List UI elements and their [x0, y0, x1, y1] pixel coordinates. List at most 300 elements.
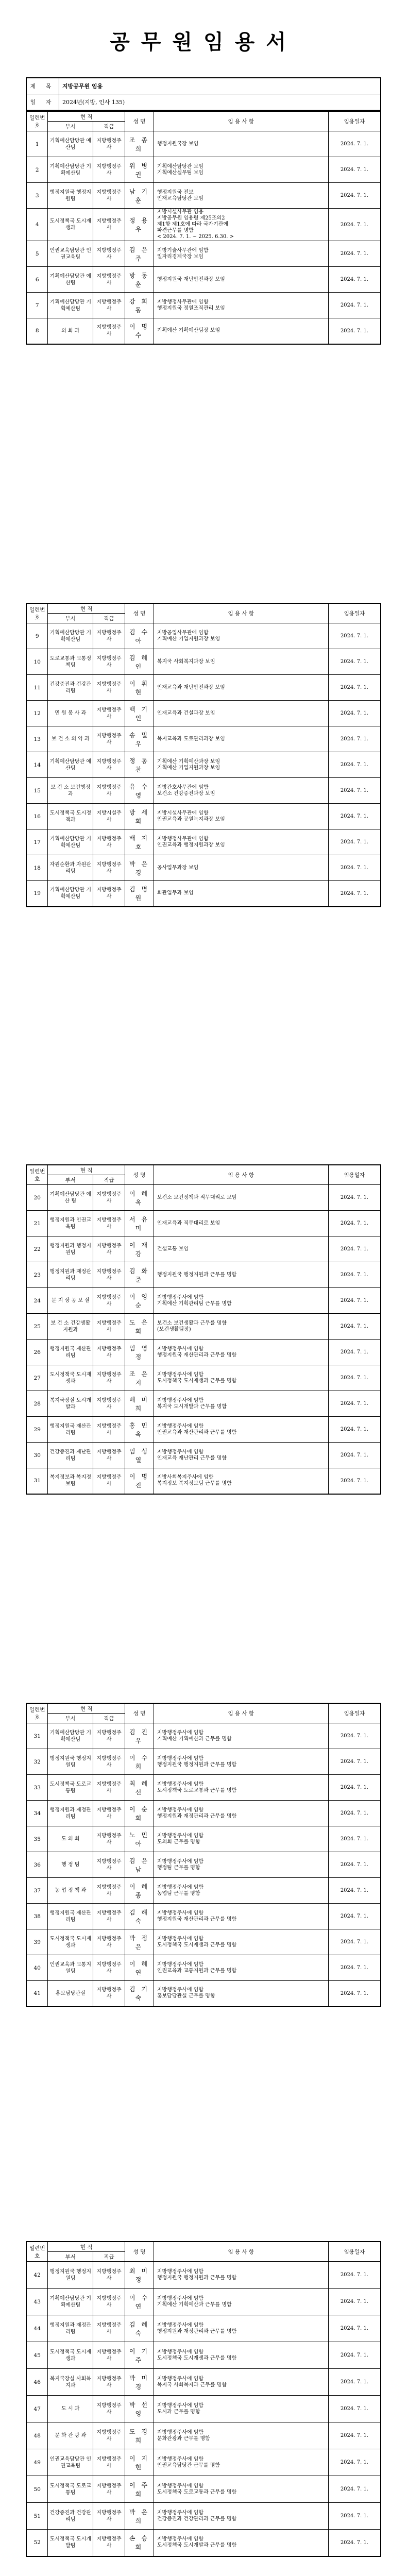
- header-no: 일련번호: [26, 603, 48, 623]
- row-name: 유 수 영: [125, 778, 154, 804]
- row-date: 2024. 7. 1.: [328, 2262, 381, 2289]
- row-number: 35: [26, 1826, 48, 1852]
- row-order: 지방기술사무관에 임함 일자리경제국장 보임: [154, 241, 328, 267]
- table-row: [26, 1262, 381, 1288]
- table-row: [26, 2369, 381, 2396]
- row-order: 지방행정주사에 임함 행정지원과 재정관리과 근무를 명함: [154, 1801, 328, 1826]
- row-name: 도 경 희: [125, 2422, 154, 2449]
- row-order: 인재교육과 재난안전과장 보임: [154, 675, 328, 701]
- header-no: 일련번호: [26, 1703, 48, 1723]
- row-number: 16: [26, 804, 48, 829]
- row-grade: 지방행정주사: [93, 318, 125, 344]
- table-row: [26, 1340, 381, 1365]
- row-number: 46: [26, 2369, 48, 2396]
- row-department: 건강증진과 건강관리팀: [48, 675, 93, 701]
- row-date: 2024. 7. 1.: [328, 2396, 381, 2422]
- row-order: 기획예산담당관 보임 기획예산실무팀 보임: [154, 157, 328, 183]
- row-order: 보건소 보건정책과 직무대리로 보임: [154, 1185, 328, 1211]
- row-name: 엄 영 정: [125, 1340, 154, 1365]
- row-name: 이 명 수: [125, 318, 154, 344]
- row-name: 김 화 준: [125, 1262, 154, 1288]
- table-row: [26, 1852, 381, 1878]
- table-row: [26, 2396, 381, 2422]
- row-department: 기획예산담당관 기획예산팀: [48, 157, 93, 183]
- row-name: 이 영 순: [125, 1288, 154, 1314]
- row-order: 행정지원국 행정지원과 근무를 명함: [154, 1262, 328, 1288]
- row-grade: 지방행정주사: [93, 778, 125, 804]
- row-order: 복지교육과 도로관리과장 보임: [154, 726, 328, 752]
- row-number: 2: [26, 157, 48, 183]
- table-row: [26, 318, 381, 344]
- row-date: 2024. 7. 1.: [328, 1391, 381, 1417]
- table-row: [26, 804, 381, 829]
- row-department: 보 건 소 보건행정과: [48, 778, 93, 804]
- row-grade: 지방행정주사: [93, 829, 125, 855]
- row-name: 도 은 희: [125, 1314, 154, 1340]
- row-order: 지방행정주사에 임함 인권교육과 재산관리과 근무를 명함: [154, 1417, 328, 1443]
- header-name: 성 명: [125, 603, 154, 623]
- row-order: 공사업무과장 보임: [154, 855, 328, 881]
- row-department: 도시정책국 도시재생과: [48, 1365, 93, 1391]
- row-date: 2024. 7. 1.: [328, 2449, 381, 2476]
- row-date: 2024. 7. 1.: [328, 2369, 381, 2396]
- row-department: 도 의 회: [48, 1826, 93, 1852]
- row-number: 34: [26, 1801, 48, 1826]
- row-department: 도시정책국 도시재생과: [48, 209, 93, 241]
- row-department: 행정지원국 재산관리팀: [48, 1340, 93, 1365]
- row-department: 보 건 소 건강생활지원과: [48, 1314, 93, 1340]
- row-number: 40: [26, 1955, 48, 1981]
- row-grade: 지방행정주사: [93, 2369, 125, 2396]
- row-date: 2024. 7. 1.: [328, 2530, 381, 2556]
- row-date: 2024. 7. 1.: [328, 209, 381, 241]
- row-number: 5: [26, 241, 48, 267]
- header-dept: 부서: [48, 1175, 93, 1185]
- table-row: [26, 829, 381, 855]
- row-order: 기획예산 기획예산과장 보임 기획예산 기업지원과장 보임: [154, 752, 328, 778]
- row-grade: 지방행정주사: [93, 157, 125, 183]
- row-order: 기획예산 기획예산팀장 보임: [154, 318, 328, 344]
- header-dept: 부서: [48, 1714, 93, 1723]
- row-number: 43: [26, 2289, 48, 2315]
- row-department: 기획예산담당관 기획예산팀: [48, 1723, 93, 1749]
- row-grade: 지방행정주사: [93, 881, 125, 907]
- header-dept: 부서: [48, 122, 93, 131]
- row-grade: 지방행정주사: [93, 1981, 125, 2007]
- row-grade: 지방행정주사: [93, 2503, 125, 2530]
- row-number: 3: [26, 183, 48, 209]
- table-row: [26, 623, 381, 649]
- meta-value-date: 2024년(지방, 인사 135): [59, 94, 381, 111]
- row-order: 인재교육과 직무대리로 보임: [154, 1211, 328, 1236]
- row-department: 인권교육담당관 인권교육팀: [48, 241, 93, 267]
- row-grade: 지방행정주사: [93, 701, 125, 726]
- row-department: 행정지원과 재정관리팀: [48, 1262, 93, 1288]
- row-date: 2024. 7. 1.: [328, 267, 381, 293]
- row-number: 20: [26, 1185, 48, 1211]
- row-department: 의 회 과: [48, 318, 93, 344]
- table-row: [26, 1801, 381, 1826]
- row-number: 51: [26, 2503, 48, 2530]
- table-row: [26, 1981, 381, 2007]
- row-grade: 지방행정주사: [93, 241, 125, 267]
- header-order: 임 용 사 항: [154, 1165, 328, 1185]
- row-date: 2024. 7. 1.: [328, 1236, 381, 1262]
- row-order: 지방행정주사에 임함 행정지원국 재산관리과 근무를 명함: [154, 1340, 328, 1365]
- row-order: 지방행정주사에 임함 복지국 사회복지과 근무를 명함: [154, 2369, 328, 2396]
- row-name: 정 동 찬: [125, 752, 154, 778]
- table-row: [26, 1826, 381, 1852]
- row-department: 복지정보과 복지정보팀: [48, 1468, 93, 1494]
- row-number: 33: [26, 1775, 48, 1801]
- row-order: 지방행정주사에 임함 도시정책국 도로교통과 근무를 명함: [154, 2476, 328, 2503]
- header-name: 성 명: [125, 1165, 154, 1185]
- row-department: 건강증진과 건강관리팀: [48, 2503, 93, 2530]
- table-row: [26, 1775, 381, 1801]
- row-grade: 지방행정주사: [93, 209, 125, 241]
- row-name: 김 혜 숙: [125, 2315, 154, 2342]
- table-row: [26, 701, 381, 726]
- table-row: [26, 881, 381, 907]
- row-name: 김 윤 남: [125, 1852, 154, 1878]
- row-number: 17: [26, 829, 48, 855]
- row-name: 배 지 호: [125, 829, 154, 855]
- row-department: 인권교육담당관 인권교육팀: [48, 2449, 93, 2476]
- row-department: 도시정책국 도시재생과: [48, 2342, 93, 2369]
- row-department: 문 지 상 공 보 실: [48, 1288, 93, 1314]
- row-order: 행정지원국 재난안전과장 보임: [154, 267, 328, 293]
- header-date: 임용일자: [328, 1703, 381, 1723]
- row-grade: 지방행정주사: [93, 267, 125, 293]
- row-date: 2024. 7. 1.: [328, 183, 381, 209]
- row-department: 도시정책국 도시개발팀: [48, 2530, 93, 2556]
- row-date: 2024. 7. 1.: [328, 855, 381, 881]
- row-name: 박 정 은: [125, 1929, 154, 1955]
- row-department: 보 건 소 의 약 과: [48, 726, 93, 752]
- header-date: 임용일자: [328, 1165, 381, 1185]
- row-number: 23: [26, 1262, 48, 1288]
- table-row: [26, 2449, 381, 2476]
- row-number: 44: [26, 2315, 48, 2342]
- row-date: 2024. 7. 1.: [328, 1852, 381, 1878]
- row-date: 2024. 7. 1.: [328, 1801, 381, 1826]
- document-page-1: [0, 0, 407, 55]
- row-grade: 지방행정주사: [93, 1236, 125, 1262]
- row-order: 지방행정주사에 임함 도시정책국 도시재생과 근무를 명함: [154, 1929, 328, 1955]
- row-department: 기획예산담당관 기획예산팀: [48, 623, 93, 649]
- row-number: 21: [26, 1211, 48, 1236]
- table-row: [26, 2530, 381, 2556]
- row-order: 지방행정주사에 임함 건강증진과 건강관리과 근무를 명함: [154, 2503, 328, 2530]
- row-name: 김 혜 인: [125, 649, 154, 675]
- row-number: 4: [26, 209, 48, 241]
- header-name: 성 명: [125, 111, 154, 131]
- row-name: 이 휘 현: [125, 675, 154, 701]
- row-order: 지방행정주사에 임함 행정지원국 행정지원과 근무를 명함: [154, 1749, 328, 1775]
- row-number: 22: [26, 1236, 48, 1262]
- row-date: 2024. 7. 1.: [328, 1262, 381, 1288]
- row-number: 8: [26, 318, 48, 344]
- header-current: 현 직: [48, 1703, 125, 1714]
- row-name: 이 혜 연: [125, 1955, 154, 1981]
- table-row: [26, 183, 381, 209]
- row-date: 2024. 7. 1.: [328, 881, 381, 907]
- row-order: 지방행정주사에 임함 인권교육담당관 근무를 명함: [154, 2449, 328, 2476]
- table-row: [26, 1417, 381, 1443]
- row-department: 행정지원국 재산관리팀: [48, 1417, 93, 1443]
- row-date: 2024. 7. 1.: [328, 2289, 381, 2315]
- row-number: 45: [26, 2342, 48, 2369]
- row-grade: 지방행정주사: [93, 1288, 125, 1314]
- row-date: 2024. 7. 1.: [328, 1775, 381, 1801]
- row-date: 2024. 7. 1.: [328, 1417, 381, 1443]
- header-order: 임 용 사 항: [154, 2242, 328, 2262]
- row-name: 정 용 우: [125, 209, 154, 241]
- table-row: [26, 1955, 381, 1981]
- row-grade: 지방행정주사: [93, 131, 125, 157]
- meta-label-subject: 제 목: [26, 78, 59, 94]
- meta-value-subject: 지방공무원 임용: [59, 78, 381, 94]
- row-number: 13: [26, 726, 48, 752]
- meta-table: [26, 77, 381, 111]
- appointment-table: [26, 1164, 381, 1495]
- row-date: 2024. 7. 1.: [328, 1185, 381, 1211]
- row-grade: 지방행정주사: [93, 293, 125, 318]
- row-name: 김 은 주: [125, 241, 154, 267]
- row-number: 25: [26, 1314, 48, 1340]
- row-order: 지방행정사무관에 임함 인권교육과 행정지원과장 보임: [154, 829, 328, 855]
- header-no: 일련번호: [26, 111, 48, 131]
- row-date: 2024. 7. 1.: [328, 2422, 381, 2449]
- row-order: 지방행정주사에 임함 인권교육과 교통지원과 근무를 명함: [154, 1955, 328, 1981]
- table-row: [26, 1904, 381, 1929]
- row-name: 홍 민 옥: [125, 1417, 154, 1443]
- row-order: 건설교통 보임: [154, 1236, 328, 1262]
- row-number: 50: [26, 2476, 48, 2503]
- row-grade: 지방행정주사: [93, 2476, 125, 2503]
- row-order: 지방행정주사에 임함 기획예산 기획예산과 근무를 명함: [154, 2289, 328, 2315]
- row-grade: 지방행정주사: [93, 183, 125, 209]
- row-number: 11: [26, 675, 48, 701]
- table-row: [26, 1288, 381, 1314]
- row-grade: 지방행정주사: [93, 1775, 125, 1801]
- row-date: 2024. 7. 1.: [328, 623, 381, 649]
- row-order: 지방행정주사에 임함 도시정책국 도로교통과 근무를 명함: [154, 1775, 328, 1801]
- row-grade: 지방행정주사: [93, 623, 125, 649]
- header-dept: 부서: [48, 2252, 93, 2262]
- row-order: 지방행정주사에 임함 문화관광과 근무를 명함: [154, 2422, 328, 2449]
- table-row: [26, 209, 381, 241]
- row-department: 기획예산담당관 예 산 팀: [48, 1185, 93, 1211]
- row-grade: 지방행정주사: [93, 1878, 125, 1904]
- row-order: 지방행정주사에 임함 복지국 도시개발과 근무를 명함: [154, 1391, 328, 1417]
- row-name: 방 동 훈: [125, 267, 154, 293]
- row-department: 도시정책국 도시재생과: [48, 1929, 93, 1955]
- table-row: [26, 1723, 381, 1749]
- row-department: 행정지원국 재산관리팀: [48, 1904, 93, 1929]
- row-department: 기획예산담당관 기획예산팀: [48, 881, 93, 907]
- row-name: 이 기 주: [125, 2342, 154, 2369]
- table-row: [26, 1236, 381, 1262]
- row-number: 47: [26, 2396, 48, 2422]
- row-order: 지방행정주사에 임함 행정지원과 재정관리과 근무를 명함: [154, 2315, 328, 2342]
- row-department: 도시정책국 도시정책과: [48, 804, 93, 829]
- row-name: 노 민 아: [125, 1826, 154, 1852]
- table-row: [26, 2422, 381, 2449]
- row-grade: 지방행정주사: [93, 2262, 125, 2289]
- row-name: 엄 성 열: [125, 1443, 154, 1468]
- row-number: 41: [26, 1981, 48, 2007]
- table-row: [26, 855, 381, 881]
- row-grade: 지방행정주사: [93, 1955, 125, 1981]
- table-row: [26, 1365, 381, 1391]
- row-department: 행정지원과 행정지원팀: [48, 1236, 93, 1262]
- row-grade: 지방행정주사: [93, 2422, 125, 2449]
- row-department: 기획예산담당관 예산팀: [48, 752, 93, 778]
- row-name: 서 유 미: [125, 1211, 154, 1236]
- row-name: 백 기 인: [125, 701, 154, 726]
- row-grade: 지방행정주사: [93, 1443, 125, 1468]
- row-number: 18: [26, 855, 48, 881]
- table-row: [26, 1929, 381, 1955]
- row-grade: 지방행정주사: [93, 2342, 125, 2369]
- row-number: 15: [26, 778, 48, 804]
- row-date: 2024. 7. 1.: [328, 1211, 381, 1236]
- row-order: 지방시설사무관 임용 지방공무원 임용령 제25조의2 제1항 제1호에 따라 국가기관에 파견근무를 명함 < 2024. 7. 1. ~ 2025. 6.30. >: [154, 209, 328, 241]
- table-row: [26, 2503, 381, 2530]
- row-date: 2024. 7. 1.: [328, 1314, 381, 1340]
- row-number: 19: [26, 881, 48, 907]
- row-department: 행정지원국 행정지원팀: [48, 2262, 93, 2289]
- row-department: 행정지원과 인권교육팀: [48, 1211, 93, 1236]
- header-name: 성 명: [125, 2242, 154, 2262]
- row-name: 이 순 희: [125, 1801, 154, 1826]
- row-grade: 지방시설주사: [93, 804, 125, 829]
- appointment-table: [26, 1703, 381, 2007]
- row-name: 위 병 권: [125, 157, 154, 183]
- row-number: 32: [26, 1749, 48, 1775]
- row-department: 건강증진과 재난관리팀: [48, 1443, 93, 1468]
- row-number: 31: [26, 1723, 48, 1749]
- row-name: 김 진 우: [125, 1723, 154, 1749]
- row-order: 행정지원국 전보 인재교육담당관 보임: [154, 183, 328, 209]
- row-grade: 지방행정주사: [93, 675, 125, 701]
- row-date: 2024. 7. 1.: [328, 701, 381, 726]
- row-grade: 지방행정주사: [93, 1749, 125, 1775]
- row-number: 6: [26, 267, 48, 293]
- row-order: 지방공업사무관에 임함 기획예산 기업지원과장 보임: [154, 623, 328, 649]
- row-date: 2024. 7. 1.: [328, 1929, 381, 1955]
- table-row: [26, 131, 381, 157]
- row-order: 지방행정주사에 임함 도시정책국 도시재생과 근무를 명함: [154, 2342, 328, 2369]
- row-grade: 지방행정주사: [93, 1468, 125, 1494]
- row-department: 복지국장실 사회복지과: [48, 2369, 93, 2396]
- table-row: [26, 1443, 381, 1468]
- row-grade: 지방행정주사: [93, 1826, 125, 1852]
- table-row: [26, 1314, 381, 1340]
- row-grade: 지방행정주사: [93, 649, 125, 675]
- header-current: 현 직: [48, 1165, 125, 1175]
- header-date: 임용일자: [328, 603, 381, 623]
- table-row: [26, 293, 381, 318]
- header-date: 임용일자: [328, 2242, 381, 2262]
- table-row: [26, 157, 381, 183]
- meta-label-date: 일 자: [26, 94, 59, 111]
- row-name: 이 재 강: [125, 1236, 154, 1262]
- row-date: 2024. 7. 1.: [328, 675, 381, 701]
- row-department: 행정지원과 재정관리팀: [48, 2315, 93, 2342]
- row-date: 2024. 7. 1.: [328, 2342, 381, 2369]
- row-name: 방 세 희: [125, 804, 154, 829]
- row-grade: 지방행정주사: [93, 1340, 125, 1365]
- row-department: 기획예산담당관 기획예산팀: [48, 2289, 93, 2315]
- row-number: 24: [26, 1288, 48, 1314]
- header-current: 현 직: [48, 603, 125, 614]
- row-date: 2024. 7. 1.: [328, 1981, 381, 2007]
- table-row: [26, 2262, 381, 2289]
- header-date: 임용일자: [328, 111, 381, 131]
- row-date: 2024. 7. 1.: [328, 1749, 381, 1775]
- header-grade: 직급: [93, 1175, 125, 1185]
- row-number: 10: [26, 649, 48, 675]
- row-date: 2024. 7. 1.: [328, 1904, 381, 1929]
- row-name: 박 미 경: [125, 2369, 154, 2396]
- row-order: 행정지원국장 보임: [154, 131, 328, 157]
- header-no: 일련번호: [26, 2242, 48, 2262]
- row-department: 기획예산담당관 예산팀: [48, 267, 93, 293]
- row-grade: 지방행정주사: [93, 1211, 125, 1236]
- table-row: [26, 1211, 381, 1236]
- row-name: 박 선 영: [125, 2396, 154, 2422]
- row-name: 김 수 아: [125, 623, 154, 649]
- table-row: [26, 778, 381, 804]
- row-grade: 지방행정주사: [93, 2396, 125, 2422]
- row-number: 30: [26, 1443, 48, 1468]
- row-date: 2024. 7. 1.: [328, 131, 381, 157]
- row-name: 강 희 동: [125, 293, 154, 318]
- table-row: [26, 2476, 381, 2503]
- row-order: 지방사회복지주사에 임함 복지정보 복지정보팀 근무를 명함: [154, 1468, 328, 1494]
- header-order: 임 용 사 항: [154, 1703, 328, 1723]
- row-date: 2024. 7. 1.: [328, 752, 381, 778]
- table-row: [26, 726, 381, 752]
- row-number: 12: [26, 701, 48, 726]
- row-name: 김 명 원: [125, 881, 154, 907]
- row-number: 27: [26, 1365, 48, 1391]
- appointment-table: [26, 2241, 381, 2557]
- row-department: 홍보담당관실: [48, 1981, 93, 2007]
- row-name: 이 혜 옥: [125, 1185, 154, 1211]
- table-row: [26, 1468, 381, 1494]
- table-row: [26, 2289, 381, 2315]
- header-grade: 직급: [93, 122, 125, 131]
- header-current: 현 직: [48, 111, 125, 122]
- row-department: 행정지원국 행정지원팀: [48, 1749, 93, 1775]
- row-grade: 지방행정주사: [93, 1417, 125, 1443]
- row-order: 지방시설사무관에 임함 인권교육과 공원녹지과장 보임: [154, 804, 328, 829]
- table-row: [26, 267, 381, 293]
- row-department: 행정지원국 행정지원팀: [48, 183, 93, 209]
- row-grade: 지방행정주사: [93, 1391, 125, 1417]
- row-name: 이 수 회: [125, 1749, 154, 1775]
- row-name: 조 종 희: [125, 131, 154, 157]
- row-name: 이 주 희: [125, 2476, 154, 2503]
- header-grade: 직급: [93, 1714, 125, 1723]
- row-number: 1: [26, 131, 48, 157]
- row-number: 7: [26, 293, 48, 318]
- row-date: 2024. 7. 1.: [328, 778, 381, 804]
- row-date: 2024. 7. 1.: [328, 1826, 381, 1852]
